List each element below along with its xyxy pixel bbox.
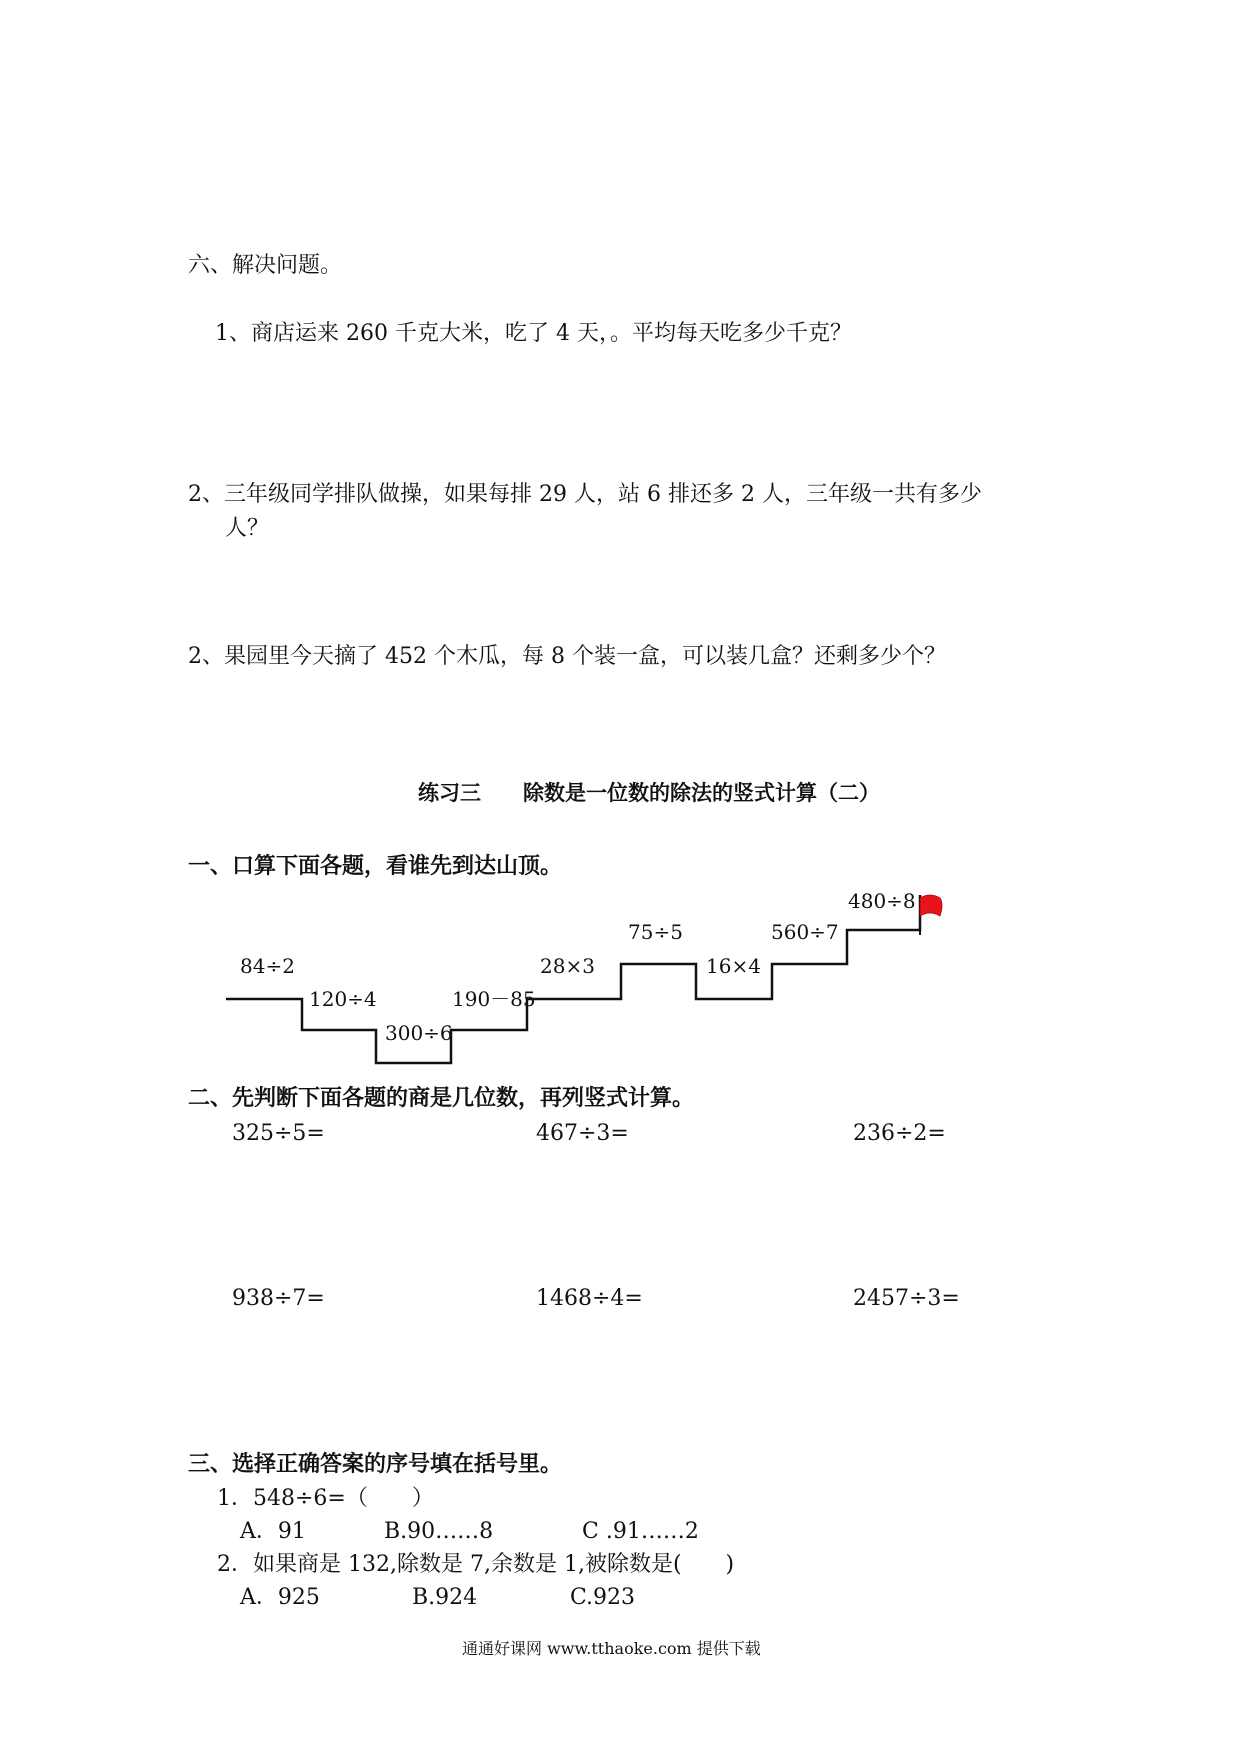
choice-option: B.90……8	[384, 1519, 494, 1544]
part-heading: 一、口算下面各题，看谁先到达山顶。	[188, 854, 563, 879]
choice-option: C .91……2	[582, 1519, 699, 1544]
part-heading: 三、选择正确答案的序号填在括号里。	[188, 1452, 563, 1477]
problem-text: 1、商店运来 260 千克大米，吃了 4 天，。平均每天吃多少千克？	[215, 321, 852, 346]
problem-text: 2、三年级同学排队做操，如果每排 29 人，站 6 排还多 2 人，三年级一共有多少	[188, 482, 982, 507]
division-problem: 938÷7=	[232, 1286, 325, 1311]
division-problem: 236÷2=	[853, 1121, 946, 1146]
choice-question: 1．548÷6=（ ）	[217, 1486, 434, 1511]
choice-option: B.924	[412, 1585, 478, 1610]
choice-option: C.923	[570, 1585, 636, 1610]
division-problem: 2457÷3=	[853, 1286, 960, 1311]
choice-option: A．91	[240, 1519, 306, 1544]
problem-text: 人？	[225, 516, 270, 541]
flag-icon	[920, 895, 942, 916]
part-heading: 二、先判断下面各题的商是几位数，再列竖式计算。	[188, 1086, 695, 1111]
step-label: 75÷5	[628, 920, 683, 944]
section-heading: 六、解决问题。	[188, 253, 343, 278]
problem-text: 2、果园里今天摘了 452 个木瓜，每 8 个装一盒，可以装几盒？还剩多少个？	[188, 644, 946, 669]
step-label: 300÷6	[385, 1021, 453, 1045]
step-label: 480÷8	[848, 889, 916, 913]
page-footer: 通通好课网 www.tthaoke.com 提供下载	[462, 1639, 761, 1658]
step-label: 16×4	[706, 954, 761, 978]
choice-question: 2．如果商是 132,除数是 7,余数是 1,被除数是( )	[217, 1552, 735, 1577]
step-label: 190－85	[452, 987, 536, 1011]
step-label: 560÷7	[771, 920, 839, 944]
division-problem: 325÷5=	[232, 1121, 325, 1146]
choice-option: A．925	[240, 1585, 320, 1610]
step-label: 84÷2	[240, 954, 295, 978]
step-label: 120÷4	[309, 987, 377, 1011]
exercise-title: 练习三 除数是一位数的除法的竖式计算（二）	[418, 781, 880, 805]
division-problem: 1468÷4=	[536, 1286, 643, 1311]
step-label: 28×3	[540, 954, 595, 978]
division-problem: 467÷3=	[536, 1121, 629, 1146]
